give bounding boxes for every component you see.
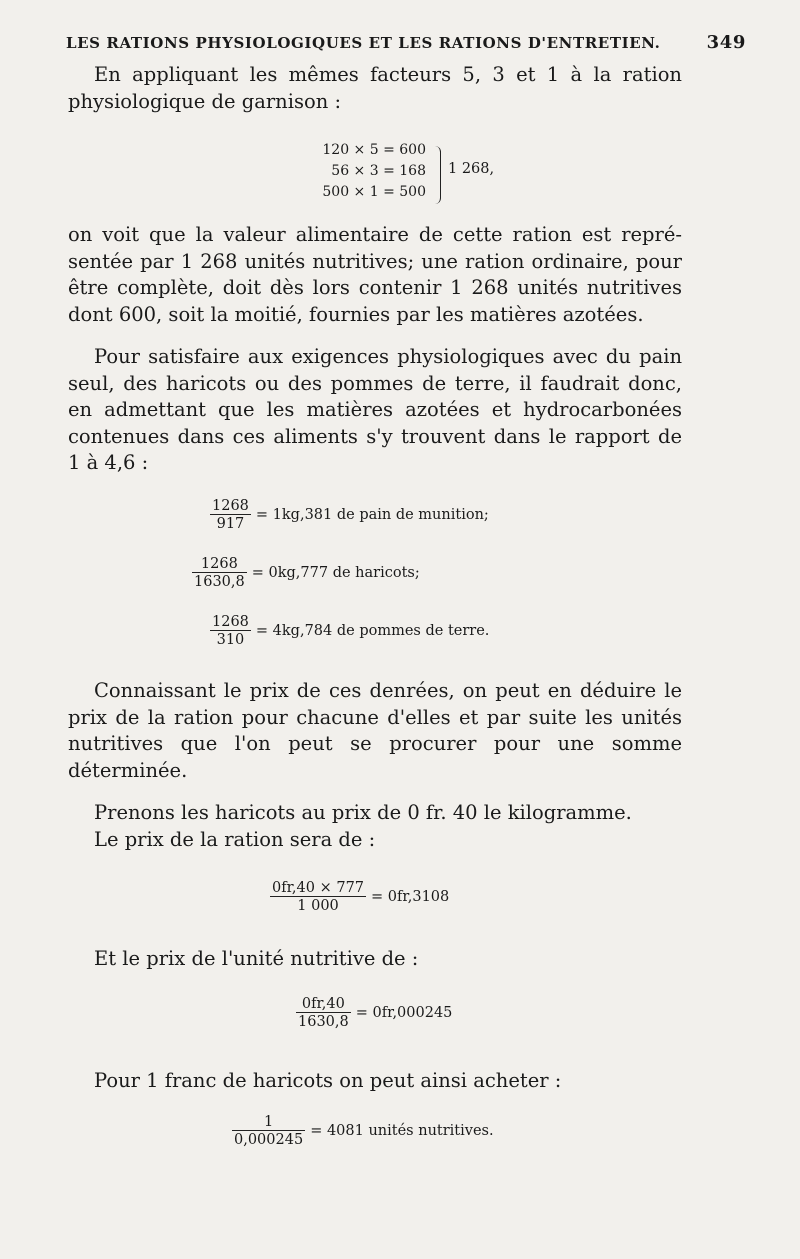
- fraction-unit-price: [296, 996, 452, 1030]
- paragraph-3: [68, 344, 682, 477]
- text-line: En appliquant les mêmes facteurs 5, 3 et 1 à la ration: [94, 63, 682, 86]
- text-line: prix de la ration pour chacune d'elles et par suite les unités: [68, 705, 682, 729]
- text-line: dont 600, soit la moitié, fournies par les matières azotées.: [68, 302, 644, 326]
- paragraph-5: [68, 800, 682, 853]
- numerator: 0fr,40 × 777: [272, 880, 365, 896]
- paragraph-2: [68, 222, 682, 328]
- paragraph-7: [68, 1068, 682, 1095]
- fraction-result: = 0fr,000245: [355, 1005, 453, 1021]
- text-line: Le prix de la ration sera de :: [94, 827, 376, 851]
- text-line: déterminée.: [68, 758, 188, 782]
- text-line: Pour satisfaire aux exigences physiologiques avec du pain: [94, 345, 682, 368]
- fraction-result: = 0kg,777 de haricots;: [251, 565, 420, 581]
- paragraph-6: [68, 946, 682, 973]
- calc-row: 56 × 3 = 168: [331, 163, 426, 179]
- paragraph-1: [68, 62, 682, 115]
- numerator: 1268: [212, 614, 249, 630]
- denominator: 1630,8: [194, 574, 245, 590]
- paragraph-4: [68, 678, 682, 784]
- fraction-ration-price: [270, 880, 449, 914]
- denominator: 1 000: [270, 896, 366, 914]
- text-line: sentée par 1 268 unités nutritives; une ration ordinaire, pour: [68, 249, 682, 273]
- text-line: nutritives que l'on peut se procurer pour une somme: [68, 732, 682, 755]
- denominator: 0,000245: [234, 1132, 304, 1148]
- calc-total: 1 268,: [448, 161, 495, 177]
- denominator: 310: [210, 630, 251, 648]
- calc-row: 120 × 5 = 600: [322, 142, 426, 158]
- fraction-units-per-franc: [232, 1114, 494, 1148]
- fraction-potatoes: [210, 614, 489, 648]
- text-line: seul, des haricots ou des pommes de terre, il faudrait donc,: [68, 371, 682, 395]
- page-number: 349: [706, 32, 746, 53]
- fraction-result: = 4081 unités nutritives.: [310, 1123, 494, 1139]
- text-line: Connaissant le prix de ces denrées, on peut en déduire le: [94, 679, 682, 702]
- brace: [434, 146, 441, 204]
- denominator: 1630,8: [298, 1014, 349, 1030]
- text-line: 1 à 4,6 :: [68, 451, 149, 474]
- calculation-block: [296, 140, 516, 210]
- running-title: LES RATIONS PHYSIOLOGIQUES ET LES RATIONS D'ENTRETIEN.: [66, 34, 661, 52]
- fraction-result: = 4kg,784 de pommes de terre.: [255, 623, 490, 639]
- text-line: contenues dans ces aliments s'y trouvent dans le rapport de: [68, 424, 682, 448]
- calc-row: 500 × 1 = 500: [322, 184, 426, 200]
- numerator: 1268: [200, 556, 238, 572]
- running-header: [66, 34, 746, 52]
- text-line: Prenons les haricots au prix de 0 fr. 40 le kilogramme.: [94, 801, 632, 824]
- text-line: être complète, doit dès lors contenir 1 268 unités nutritives: [68, 276, 682, 299]
- fraction-beans: [192, 556, 420, 590]
- text-line: en admettant que les matières azotées et hydrocarbonées: [68, 398, 682, 421]
- denominator: 917: [210, 514, 251, 532]
- numerator: 1: [263, 1114, 274, 1130]
- text-line: Pour 1 franc de haricots on peut ainsi acheter :: [94, 1069, 562, 1092]
- numerator: 1268: [212, 498, 249, 514]
- numerator: 0fr,40: [301, 996, 345, 1012]
- fraction-result: = 0fr,3108: [371, 889, 450, 905]
- text-line: Et le prix de l'unité nutritive de :: [94, 947, 419, 970]
- text-line: on voit que la valeur alimentaire de cette ration est repré-: [68, 223, 682, 246]
- text-line: physiologique de garnison :: [68, 89, 342, 113]
- fraction-result: = 1kg,381 de pain de munition;: [255, 507, 489, 523]
- fraction-bread: [210, 498, 489, 532]
